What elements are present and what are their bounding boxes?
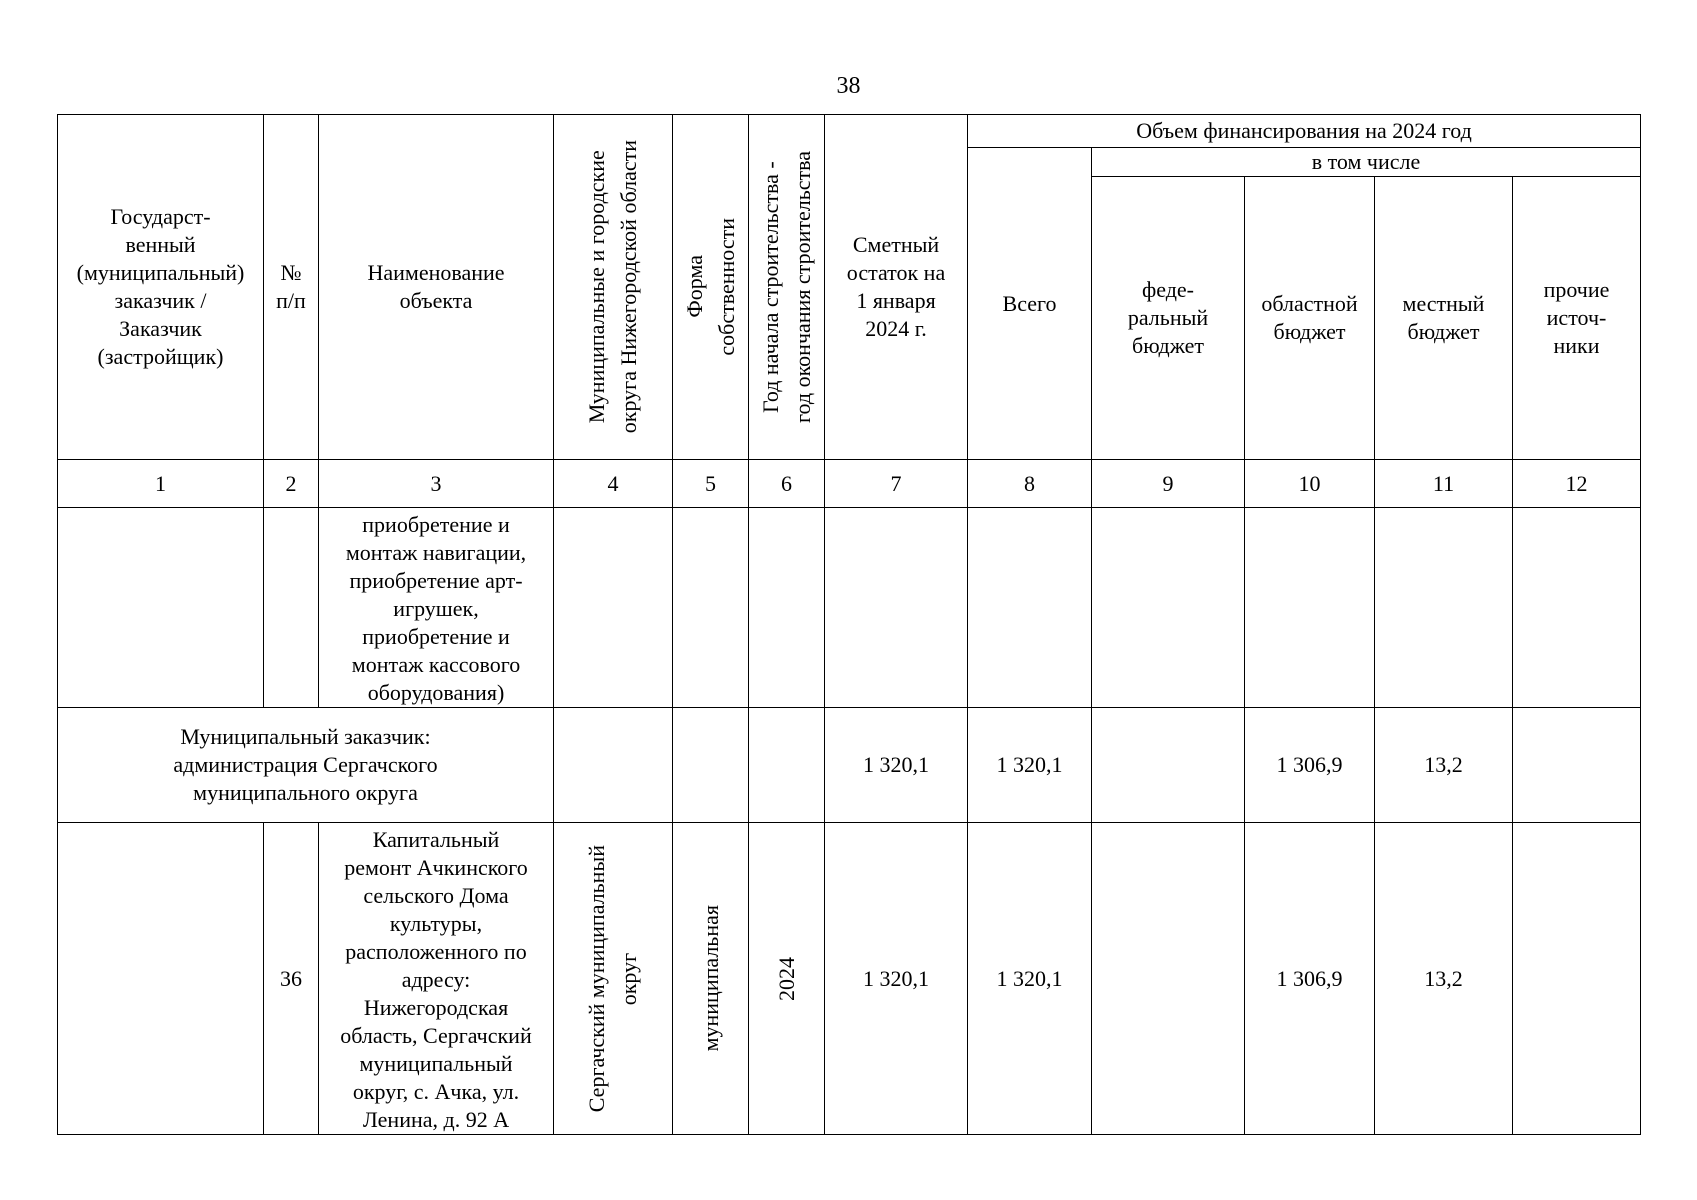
customer-total: 1 320,1 (968, 708, 1092, 823)
header-number: № п/п (264, 115, 319, 460)
financing-table (57, 114, 1641, 1135)
column-number: 11 (1375, 460, 1513, 508)
header-total: Всего (968, 148, 1092, 460)
header-ownership: Форма собственности (673, 115, 749, 460)
header-federal: феде- ральный бюджет (1092, 177, 1245, 460)
item-federal (1092, 823, 1245, 1135)
cell-empty (749, 708, 825, 823)
column-number: 5 (673, 460, 749, 508)
item-other (1513, 823, 1641, 1135)
header-including: в том числе (1092, 148, 1641, 177)
customer-label: Муниципальный заказчик: администрация Сергачского муниципального округа (58, 708, 554, 823)
customer-regional: 1 306,9 (1245, 708, 1375, 823)
header-other: прочие источ- ники (1513, 177, 1641, 460)
page-number: 38 (836, 73, 861, 99)
cell-empty (749, 508, 825, 708)
item-object-name: Капитальный ремонт Ачкинского сельского Дома культуры, расположенного по адресу: Нижегородская область, Сергачский муниципальный округ, с. Ачка, ул. Ленина, д. 92 А (319, 823, 554, 1135)
column-number: 7 (825, 460, 968, 508)
item-years: 2024 (749, 823, 825, 1135)
item-total: 1 320,1 (968, 823, 1092, 1135)
column-number: 4 (554, 460, 673, 508)
header-customer: Государст- венный (муниципальный) заказчик / Заказчик (застройщик) (58, 115, 264, 460)
cell-empty (1092, 508, 1245, 708)
header-regional: областной бюджет (1245, 177, 1375, 460)
item-number: 36 (264, 823, 319, 1135)
header-object-name: Наименование объекта (319, 115, 554, 460)
item-local: 13,2 (1375, 823, 1513, 1135)
cell-empty (968, 508, 1092, 708)
customer-federal (1092, 708, 1245, 823)
column-number: 3 (319, 460, 554, 508)
column-numbers-row (58, 460, 1641, 508)
cell-empty (825, 508, 968, 708)
cell-empty (554, 508, 673, 708)
cell-empty (1513, 508, 1641, 708)
item-balance: 1 320,1 (825, 823, 968, 1135)
header-financing-group: Объем финансирования на 2024 год (968, 115, 1641, 148)
customer-local: 13,2 (1375, 708, 1513, 823)
item-district: Сергачский муниципальный округ (554, 823, 673, 1135)
header-district: Муниципальные и городские округа Нижегородской области (554, 115, 673, 460)
column-number: 9 (1092, 460, 1245, 508)
item-ownership: муниципальная (673, 823, 749, 1135)
column-number: 12 (1513, 460, 1641, 508)
column-number: 8 (968, 460, 1092, 508)
cell-empty (1245, 508, 1375, 708)
cell-empty (264, 508, 319, 708)
column-number: 2 (264, 460, 319, 508)
customer-other (1513, 708, 1641, 823)
item-row-36 (58, 823, 1641, 1135)
customer-balance: 1 320,1 (825, 708, 968, 823)
header-estimated-balance: Сметный остаток на 1 января 2024 г. (825, 115, 968, 460)
item-regional: 1 306,9 (1245, 823, 1375, 1135)
column-number: 1 (58, 460, 264, 508)
object-name-continuation: приобретение и монтаж навигации, приобретение арт- игрушек, приобретение и монтаж кассового оборудования) (319, 508, 554, 708)
cell-empty (58, 823, 264, 1135)
cell-empty (58, 508, 264, 708)
column-number: 6 (749, 460, 825, 508)
header-local: местный бюджет (1375, 177, 1513, 460)
continuation-row (58, 508, 1641, 708)
cell-empty (554, 708, 673, 823)
customer-row (58, 708, 1641, 823)
column-number: 10 (1245, 460, 1375, 508)
header-years: Год начала строительства - год окончания строительства (749, 115, 825, 460)
cell-empty (1375, 508, 1513, 708)
cell-empty (673, 508, 749, 708)
cell-empty (673, 708, 749, 823)
